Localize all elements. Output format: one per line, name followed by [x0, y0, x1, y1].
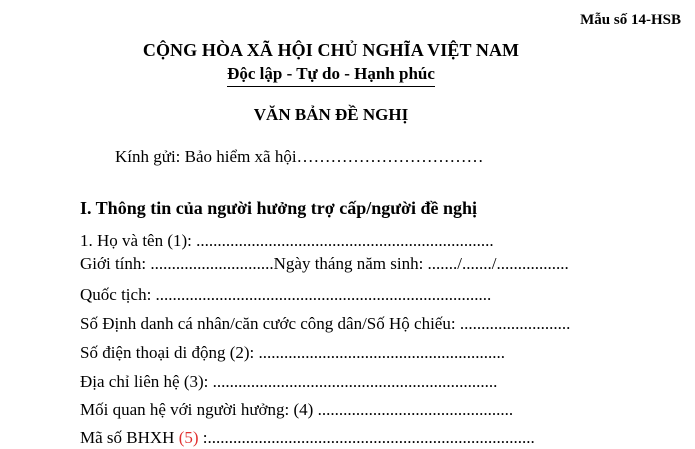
- motto-container: [0, 64, 662, 87]
- section-1-heading: I. Thông tin của người hưởng trợ cấp/người đề nghị: [80, 198, 478, 218]
- national-motto: Độc lập - Tự do - Hạnh phúc: [227, 64, 435, 87]
- social-insurance-label: Mã số BHXH: [80, 428, 179, 447]
- relationship-field: Mối quan hệ với người hưởng: (4) ..............................................: [80, 400, 514, 419]
- social-insurance-note-ref: (5): [178, 428, 199, 447]
- nationality-field: Quốc tịch: ...............................................................................: [80, 285, 492, 304]
- form-code: Mẫu số 14-HSB: [580, 12, 681, 28]
- recipient-line: Kính gửi: Bảo hiểm xã hội……………………………: [115, 147, 484, 166]
- phone-field: Số điện thoại di động (2): ..........................................................: [80, 343, 505, 362]
- social-insurance-field: [80, 428, 646, 448]
- document-title: VĂN BẢN ĐỀ NGHỊ: [253, 105, 409, 124]
- social-insurance-dots: :.............................................................................: [198, 428, 535, 447]
- id-number-field: Số Định danh cá nhân/căn cước công dân/Số Hộ chiếu: ..........................: [80, 314, 571, 333]
- address-field: Địa chỉ liên hệ (3): ...................................................................: [80, 372, 498, 391]
- full-name-field: 1. Họ và tên (1): ......................................................................: [80, 231, 494, 250]
- republic-name: CỘNG HÒA XÃ HỘI CHỦ NGHĨA VIỆT NAM: [142, 40, 520, 60]
- gender-dob-field: Giới tính: .............................Ngày tháng năm sinh: ......./......./.................: [80, 254, 569, 273]
